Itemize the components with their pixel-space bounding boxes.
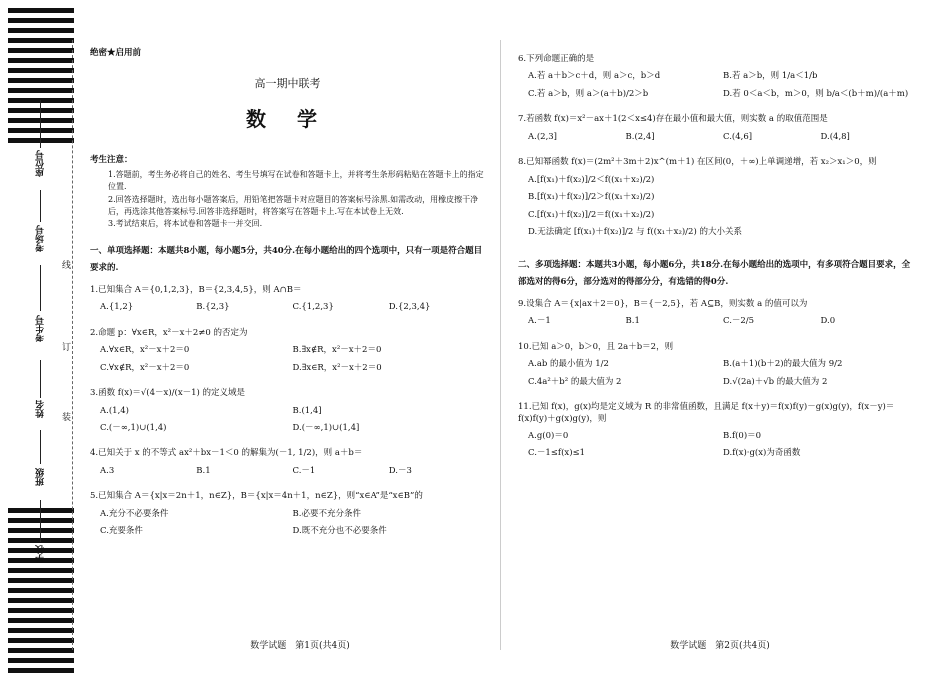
question-option: D.无法确定 [f(x₁)＋f(x₂)]/2 与 f((x₁＋x₂)/2) 的大小关系 bbox=[528, 227, 742, 238]
exam-subtitle: 高一期中联考 bbox=[254, 77, 321, 91]
question-option: C.∀x∉R，x²－x＋2＝0 bbox=[100, 362, 190, 373]
question-stem: 7.若函数 f(x)＝x²－ax＋1(2＜x≤4)存在最小值和最大值，则实数 a 的取值范围是 bbox=[518, 114, 828, 125]
cut-char-bind: 装 bbox=[62, 413, 72, 423]
question-stem: 1.已知集合 A＝{0,1,2,3}，B＝{2,3,4,5}，则 A∩B＝ bbox=[90, 284, 302, 295]
school-label: 学校 bbox=[36, 545, 46, 563]
question-options bbox=[100, 345, 485, 380]
question-options bbox=[100, 466, 485, 483]
question-option: A.－1 bbox=[528, 316, 551, 327]
question-option: A.3 bbox=[100, 465, 115, 476]
name-line bbox=[40, 360, 41, 398]
question-option: C.若 a＞b，则 a＞(a＋b)/2＞b bbox=[528, 88, 649, 99]
question-option: C.(4,6] bbox=[723, 131, 753, 142]
question-option: A.充分不必要条件 bbox=[100, 508, 169, 519]
page-divider bbox=[500, 40, 501, 650]
question-option: D.(－∞,1)∪(1,4] bbox=[292, 423, 360, 434]
question-option: B.{2,3} bbox=[196, 302, 230, 313]
question-option: B.(1,4] bbox=[292, 405, 322, 416]
question-stem: 5.已知集合 A＝{x|x＝2n＋1，n∈Z}，B＝{x|x＝4n＋1，n∈Z}，则“x∈A”是“x∈B”的 bbox=[90, 491, 423, 502]
exam-title: 数 学 bbox=[246, 107, 329, 132]
question-stem: 8.已知幂函数 f(x)＝(2m²＋3m＋2)x^(m＋1) 在区间(0，＋∞)上单调递增，若 x₂＞x₁＞0，则 bbox=[518, 157, 877, 168]
question-option: B.f(0)＝0 bbox=[723, 430, 762, 441]
question-option: D.∃x∈R，x²－x＋2＝0 bbox=[292, 362, 382, 373]
question-options bbox=[100, 302, 485, 319]
room-label: 考场号 bbox=[36, 225, 46, 252]
class-line bbox=[40, 430, 41, 464]
room-line bbox=[40, 190, 41, 222]
right-question-list bbox=[518, 54, 918, 245]
question-option: B.若 a＞b，则 1/a＜1/b bbox=[723, 71, 818, 82]
name-label: 姓名 bbox=[36, 400, 46, 418]
question-option: C.－1≤f(x)≤1 bbox=[528, 448, 586, 459]
cut-line bbox=[72, 40, 73, 650]
question-option: B.1 bbox=[625, 316, 640, 327]
question-option: C.充要条件 bbox=[100, 526, 143, 537]
question-options bbox=[528, 359, 918, 394]
question-option: C.4a²＋b² 的最大值为 2 bbox=[528, 376, 622, 387]
page-right bbox=[518, 48, 918, 474]
question-option: D.既不充分也不必要条件 bbox=[292, 526, 387, 537]
question-stem: 2.命题 p：∀x∈R，x²－x＋2≠0 的否定为 bbox=[90, 327, 248, 338]
question-options bbox=[528, 71, 918, 106]
question-option: A.[f(x₁)＋f(x₂)]/2＜f((x₁＋x₂)/2) bbox=[528, 174, 655, 185]
question-stem: 10.已知 a＞0，b＞0，且 2a＋b＝2，则 bbox=[518, 341, 674, 352]
question-option: D.{2,3,4} bbox=[388, 302, 431, 313]
seat-label: 座位号 bbox=[36, 150, 46, 177]
question-stem: 11.已知 f(x)，g(x)均是定义域为 R 的非常值函数，且满足 f(x＋y)＝f(x)f(y)－g(x)g(y)，f(x－y)＝f(x)f(y)＋g(x)g(y)，则 bbox=[518, 402, 895, 424]
question-option: C.{1,2,3} bbox=[292, 302, 334, 313]
question-option: A.g(0)＝0 bbox=[528, 430, 569, 441]
question-option: A.(2,3] bbox=[528, 131, 557, 142]
question-option: B.[f(x₁)＋f(x₂)]/2＞f((x₁＋x₂)/2) bbox=[528, 192, 655, 203]
question-options bbox=[528, 316, 918, 333]
question-option: B.(a＋1)(b＋2)的最大值为 9/2 bbox=[723, 359, 843, 370]
question-stem: 6.下列命题正确的是 bbox=[518, 54, 595, 64]
question-option: A.{1,2} bbox=[100, 302, 134, 313]
question-option: C.－2/5 bbox=[723, 316, 755, 327]
question-option: C.(－∞,1)∪(1,4) bbox=[100, 423, 167, 434]
school-line bbox=[40, 500, 41, 542]
question-option: A.若 a＋b＞c＋d，则 a＞c，b＞d bbox=[528, 71, 661, 82]
question-options bbox=[528, 175, 918, 245]
question-option: B.(2,4] bbox=[625, 131, 655, 142]
section-multi-choice: 二、多项选择题：本题共3小题，每小题6分，共18分.在每小题给出的选项中，有多项符合题目要求，全部选对的得6分，部分选对的得部分分，有选错的得0分. bbox=[518, 259, 911, 287]
question-option: C.－1 bbox=[292, 465, 316, 476]
examinee-line bbox=[40, 265, 41, 311]
secret-mark: 绝密★启用前 bbox=[90, 48, 142, 58]
question-option: D.－3 bbox=[388, 465, 412, 476]
cut-char-line: 线 bbox=[62, 261, 72, 271]
left-question-list bbox=[90, 285, 485, 544]
notice-item: 2.回答选择题时，选出每小题答案后，用铅笔把答题卡对应题目的答案标号涂黑.如需改动，用橡皮擦干净后，再选涂其他答案标号.回答非选择题时，将答案写在答题卡上.写在本试卷上无效. bbox=[108, 194, 479, 216]
question-stem: 4.已知关于 x 的不等式 ax²＋bx－1＜0 的解集为(－1, 1/2)，则 a＋b＝ bbox=[90, 448, 363, 459]
question-options bbox=[100, 406, 485, 441]
question-option: D.f(x)·g(x)为奇函数 bbox=[723, 448, 801, 459]
question-option: B.∃x∉R，x²－x＋2＝0 bbox=[292, 345, 382, 356]
section-single-choice: 一、单项选择题：本题共8小题，每小题5分，共40分.在每小题给出的四个选项中，只有一项是符合题目要求的. bbox=[90, 245, 483, 273]
question-stem: 3.函数 f(x)＝√(4－x)/(x－1) 的定义域是 bbox=[90, 388, 246, 399]
question-options bbox=[100, 509, 485, 544]
question-options bbox=[528, 431, 918, 466]
question-stem: 9.设集合 A＝{x|ax＋2＝0}，B＝{－2,5}，若 A⊆B，则实数 a 的值可以为 bbox=[518, 298, 808, 309]
question-options bbox=[528, 132, 918, 149]
notice-heading: 考生注意： bbox=[90, 155, 133, 166]
question-option: B.1 bbox=[196, 465, 211, 476]
notice-item: 3.考试结束后，将本试卷和答题卡一并交回. bbox=[108, 219, 263, 229]
question-option: D.若 0＜a＜b，m＞0，则 b/a＜(b＋m)/(a＋m) bbox=[723, 88, 909, 99]
question-option: D.√(2a)＋√b 的最大值为 2 bbox=[723, 376, 828, 387]
seat-line bbox=[40, 100, 41, 148]
question-option: A.∀x∈R，x²－x＋2＝0 bbox=[100, 345, 190, 356]
question-option: C.[f(x₁)＋f(x₂)]/2＝f((x₁＋x₂)/2) bbox=[528, 209, 655, 220]
question-option: D.0 bbox=[820, 316, 836, 327]
footer-left: 数学试题 第1页(共4页) bbox=[250, 641, 350, 651]
footer-right: 数学试题 第2页(共4页) bbox=[670, 641, 770, 651]
page-left bbox=[90, 48, 485, 552]
right-question-list-multi bbox=[518, 299, 918, 466]
question-option: D.(4,8] bbox=[820, 131, 850, 142]
question-option: A.ab 的最小值为 1/2 bbox=[528, 359, 609, 370]
notice-item: 1.答题前，考生务必将自己的姓名、考生号填写在试卷和答题卡上，并将考生条形码粘贴在答题卡上的指定位置. bbox=[108, 169, 484, 192]
cut-char-staple: 订 bbox=[62, 343, 72, 353]
examinee-label: 考生号 bbox=[36, 315, 46, 342]
class-label: 班级 bbox=[36, 468, 46, 486]
question-option: A.(1,4) bbox=[100, 405, 129, 416]
question-option: B.必要不充分条件 bbox=[292, 508, 361, 519]
